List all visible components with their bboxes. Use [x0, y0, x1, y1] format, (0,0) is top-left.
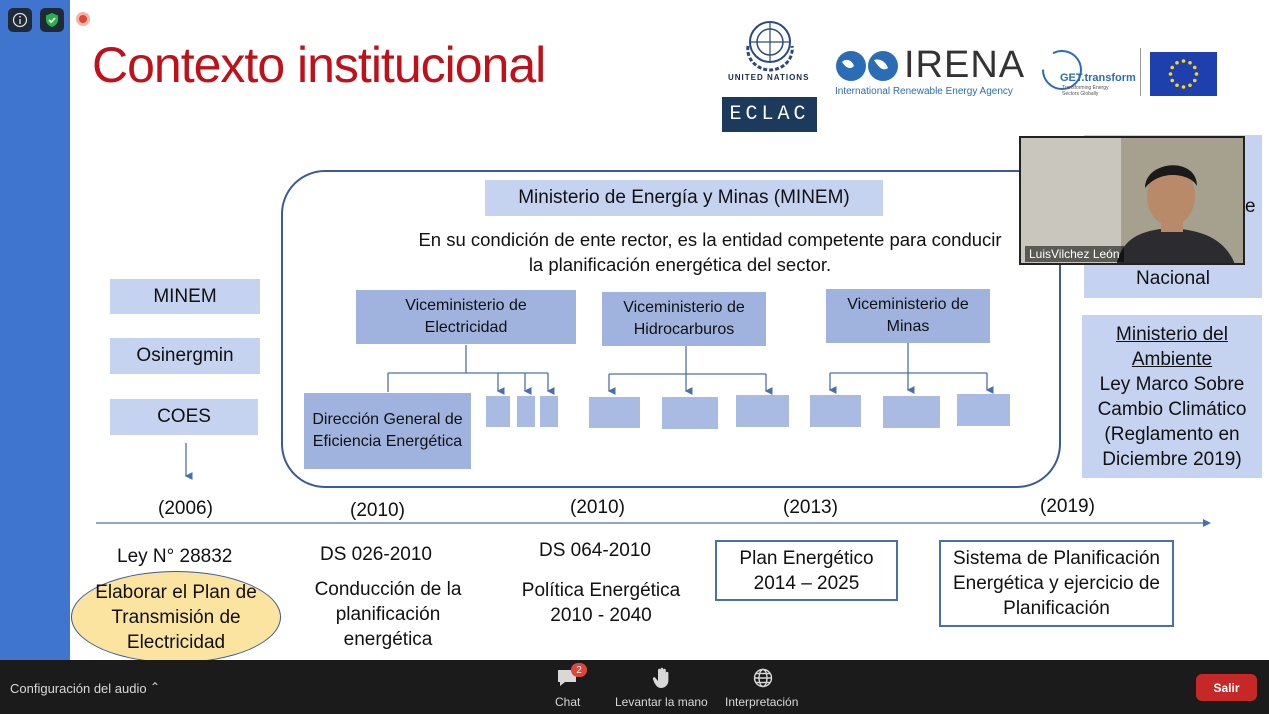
sub-unit-box: [810, 395, 861, 427]
get-transform-sub: Transforming Energy Sectors Globally: [1062, 85, 1109, 97]
timeline-year: (2006): [158, 498, 213, 519]
raise-hand-icon[interactable]: [652, 667, 672, 689]
timeline-ref: DS 026-2010: [320, 544, 432, 565]
ambiente-box: [1082, 315, 1262, 478]
un-label: UNITED NATIONS: [728, 73, 810, 82]
video-tile[interactable]: [1019, 136, 1245, 265]
timeline-year: (2010): [350, 500, 405, 521]
eclac-logo: ECLAC: [722, 97, 817, 132]
timeline-2006-ellipse: Elaborar el Plan de Transmisión de Electricidad: [71, 571, 281, 663]
entity-osinergmin: Osinergmin: [110, 338, 260, 374]
timeline-ref: Ley N° 28832: [117, 546, 233, 567]
chat-badge: 2: [571, 663, 587, 677]
irena-subtitle: International Renewable Energy Agency: [835, 86, 1013, 97]
minem-desc-line-1: En su condición de ente rector, es la entidad competente para conducir: [418, 229, 1002, 250]
chat-button-label[interactable]: Chat: [555, 695, 581, 709]
timeline-desc: Política Energética 2010 - 2040: [521, 580, 681, 626]
timeline-year: (2013): [783, 497, 838, 518]
participant-name: LuisVilchez León: [1025, 246, 1124, 262]
ambiente-text: Ley Marco Sobre Cambio Climático (Reglamento en Diciembre 2019): [1097, 373, 1247, 470]
sub-unit-box: [517, 396, 535, 427]
ambiente-title: Ministerio del Ambiente: [1116, 323, 1228, 370]
timeline-desc: Conducción de la planificación energética: [314, 579, 462, 650]
minem-desc-line-2: la planificación energética del sector.: [528, 254, 832, 275]
sub-unit-box: [957, 394, 1010, 426]
globe-icon[interactable]: [753, 668, 773, 688]
audio-settings-button[interactable]: Configuración del audio: [10, 681, 147, 696]
sub-unit-box: [736, 395, 789, 427]
partial-text-behind-video: e: [1245, 196, 1256, 217]
get-transform-label: GET.transform: [1060, 72, 1136, 84]
slide-title: Contexto institucional: [92, 37, 546, 93]
irena-logo-text: IRENA: [904, 44, 1026, 86]
timeline-2019-box: Sistema de Planificación Energética y ejercicio de Planificación: [939, 540, 1174, 627]
interpretation-button-label[interactable]: Interpretación: [725, 695, 799, 709]
sub-unit-box: [589, 397, 640, 428]
entity-coes: COES: [110, 399, 258, 435]
timeline-year: (2010): [570, 497, 625, 518]
sub-unit-box: [540, 396, 558, 427]
sub-unit-box: [883, 396, 940, 428]
dgee-box: Dirección General de Eficiencia Energética: [304, 393, 471, 469]
entity-minem: MINEM: [110, 279, 260, 314]
leave-button[interactable]: Salir: [1196, 674, 1257, 701]
timeline-ref: DS 064-2010: [539, 540, 651, 561]
vice-electricidad: Viceministerio de Electricidad: [356, 290, 576, 344]
sub-unit-box: [486, 396, 510, 427]
minem-header: Ministerio de Energía y Minas (MINEM): [485, 180, 883, 216]
timeline-2013-box: Plan Energético 2014 – 2025: [715, 540, 898, 601]
vice-hidrocarburos: Viceministerio de Hidrocarburos: [602, 292, 766, 346]
right-entity-box-partial: Nacional: [1084, 135, 1262, 298]
vice-minas: Viceministerio de Minas: [826, 289, 990, 343]
chevron-up-icon[interactable]: ⌃: [150, 680, 161, 694]
timeline-year: (2019): [1040, 496, 1095, 517]
sub-unit-box: [662, 397, 718, 429]
raise-hand-button-label[interactable]: Levantar la mano: [615, 695, 708, 709]
